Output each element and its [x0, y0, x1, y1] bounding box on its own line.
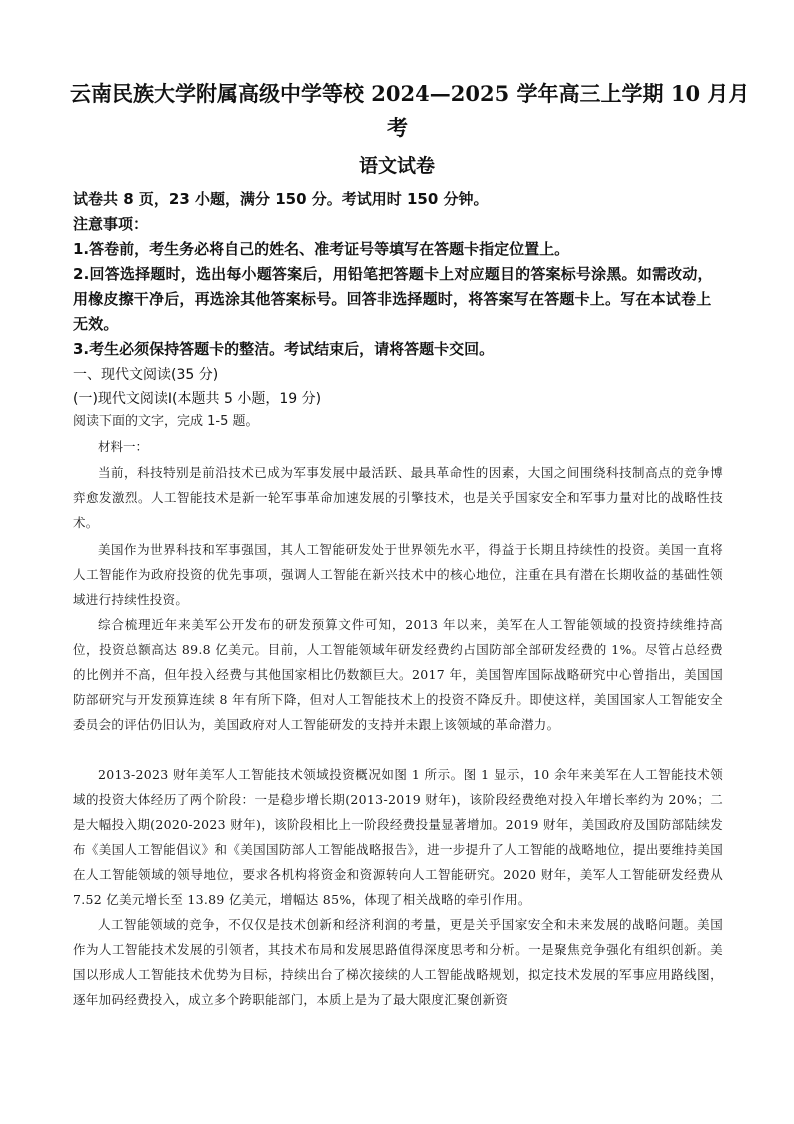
paragraph-5: 人工智能领域的竞争，不仅仅是技术创新和经济利润的考量，更是关乎国家安全和未来发展的战略问题。美国作为人工智能技术发展的引领者，其技术布局和发展思路值得深度思考和分析。一是聚焦竞争强化有组织创新。美国以形成人工智能技术优势为目标，持续出台了梯次接续的人工智能战略规划，拟定技术发展的军事应用路线图，逐年加码经费投入，成立多个跨职能部门，本质上是为了最大限度汇聚创新资	[73, 917, 723, 1007]
exam-subject-title: 语文试卷	[358, 155, 435, 177]
exam-title-line-2: 考	[387, 115, 408, 140]
notice-heading: 注意事项：	[73, 215, 149, 233]
notice-item-2: 2.回答选择题时，选出每小题答案后，用铅笔把答题卡上对应题目的答案标号涂黑。如需改动，用橡皮擦干净后，再选涂其他答案标号。回答非选择题时，将答案写在答题卡上。写在本试卷上无效。	[73, 265, 713, 333]
reading-instruction: 阅读下面的文字，完成 1-5 题。	[73, 414, 259, 429]
paragraph-2: 美国作为世界科技和军事强国，其人工智能研发处于世界领先水平，得益于长期且持续性的投资。美国一直将人工智能作为政府投资的优先事项，强调人工智能在新兴技术中的核心地位，注重在具有潜在长期收益的基础性领域进行持续性投资。	[73, 542, 723, 607]
section-heading: 一、现代文阅读(35 分)	[73, 367, 219, 383]
exam-info: 试卷共 8 页，23 小题，满分 150 分。考试用时 150 分钟。	[73, 190, 489, 208]
material-label: 材料一：	[98, 439, 149, 454]
subsection-heading: (一)现代文阅读Ⅰ(本题共 5 小题，19 分)	[73, 391, 322, 407]
paragraph-4: 2013-2023 财年美军人工智能技术领域投资概况如图 1 所示。图 1 显示，10 余年来美军在人工智能技术领域的投资大体经历了两个阶段：一是稳步增长期(2013-2019 财年)，该阶段经费绝对投入年增长率约为 20%；二是大幅投入期(2020-2023 财年)，该阶段相比上一阶段经费投量显著增加。2019 财年，美国政府及国防部陆续发布《美国人工智能倡议》和《美国国防部人工智能战略报告》，进一步提升了人工智能的战略地位，提出要维持美国在人工智能领域的领导地位，要求各机构将资金和资源转向人工智能研究。2020 财年，美军人工智能研发经费从 7.52 亿美元增长至 13.89 亿美元，增幅达 85%，体现了相关战略的牵引作用。	[73, 767, 723, 907]
notice-item-1: 1.答卷前，考生务必将自己的姓名、准考证号等填写在答题卡指定位置上。	[73, 240, 570, 258]
paragraph-1: 当前，科技特别是前沿技术已成为军事发展中最活跃、最具革命性的因素，大国之间围绕科技制高点的竞争博弈愈发激烈。人工智能技术是新一轮军事革命加速发展的引擎技术，也是关乎国家安全和军事力量对比的战略性技术。	[73, 465, 723, 530]
paragraph-3: 综合梳理近年来美军公开发布的研发预算文件可知，2013 年以来，美军在人工智能领域的投资持续维持高位，投资总额高达 89.8 亿美元。目前，人工智能领域年研发经费约占国防部全部研发经费的 1%。尽管占总经费的比例并不高，但年投入经费与其他国家相比仍数额巨大。2017 年，美国智库国际战略研究中心曾指出，美国国防部研究与开发预算连续 8 年有所下降，但对人工智能技术上的投资不降反升。即使这样，美国国家人工智能安全委员会的评估仍旧认为，美国政府对人工智能研发的支持并未跟上该领域的革命潜力。	[73, 617, 723, 732]
notice-item-3: 3.考生必须保持答题卡的整洁。考试结束后，请将答题卡交回。	[73, 340, 495, 358]
exam-title-line-1: 云南民族大学附属高级中学等校 2024—2025 学年高三上学期 10 月月	[70, 81, 750, 106]
